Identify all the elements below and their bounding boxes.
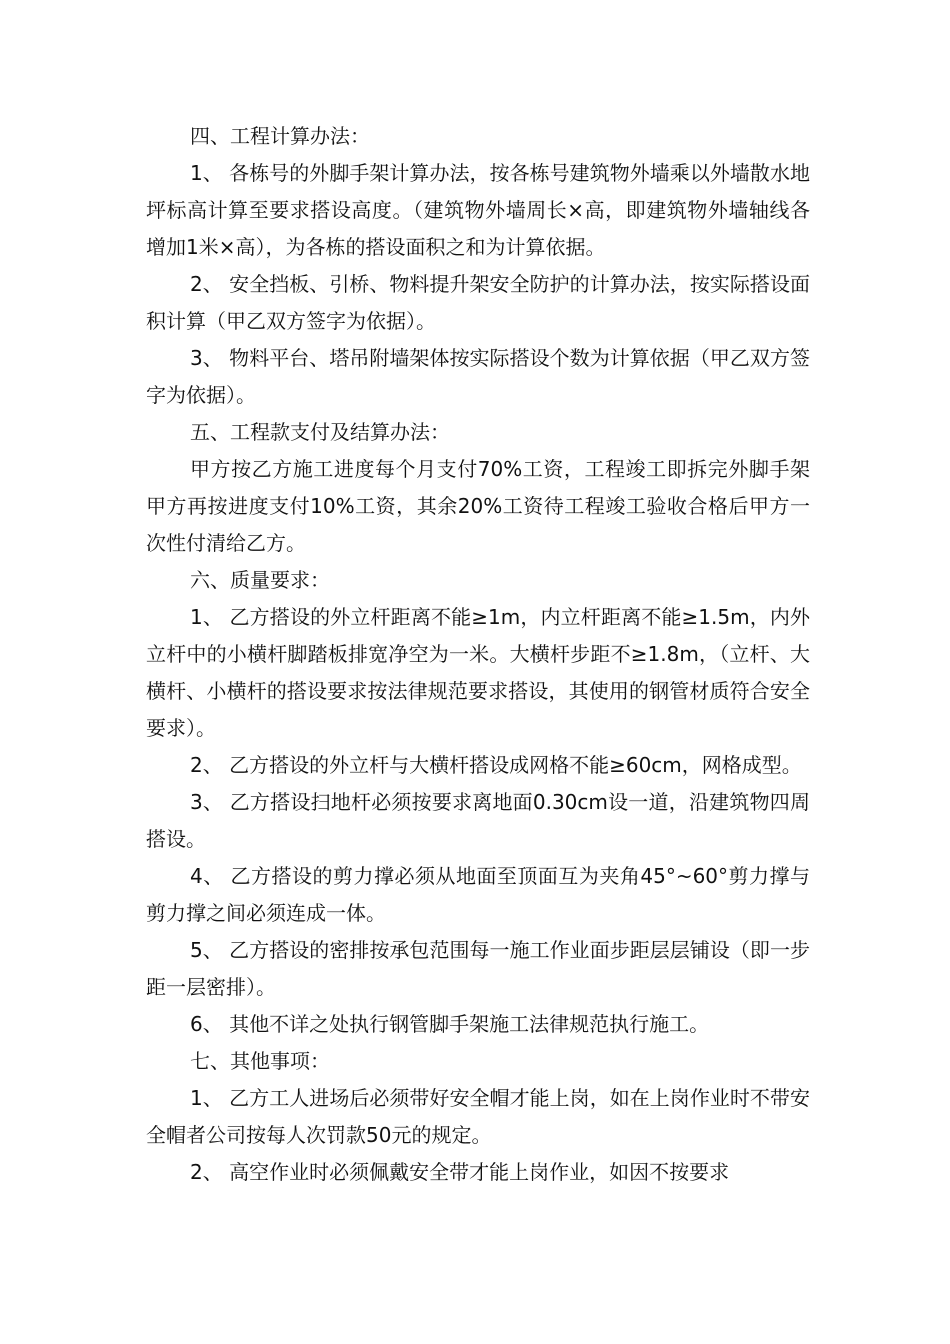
paragraph-calc-item-3: 3、 物料平台、塔吊附墙架体按实际搭设个数为计算依据（甲乙双方签字为依据）。 [146, 346, 810, 407]
section-heading-other: 七、其他事项： [190, 1049, 330, 1073]
paragraph-quality-item-2: 2、 乙方搭设的外立杆与大横杆搭设成网格不能≥60cm，网格成型。 [190, 753, 802, 777]
paragraph-quality-item-4: 4、 乙方搭设的剪力撑必须从地面至顶面互为夹角45°~60°剪力撑与剪力撑之间必须连成一体。 [146, 864, 810, 925]
paragraph-quality-item-6: 6、 其他不详之处执行钢管脚手架施工法律规范执行施工。 [190, 1012, 710, 1036]
paragraph-quality-item-5: 5、 乙方搭设的密排按承包范围每一施工作业面步距层层铺设（即一步距一层密排）。 [146, 938, 810, 999]
section-heading-calculation: 四、工程计算办法： [190, 124, 370, 148]
paragraph-calc-item-1: 1、 各栋号的外脚手架计算办法，按各栋号建筑物外墙乘以外墙散水地坪标高计算至要求搭设高度。（建筑物外墙周长×高，即建筑物外墙轴线各增加1米×高），为各栋的搭设面积之和为计算依据。 [146, 161, 810, 259]
paragraph-other-item-1: 1、 乙方工人进场后必须带好安全帽才能上岗，如在上岗作业时不带安全帽者公司按每人次罚款50元的规定。 [146, 1086, 810, 1147]
paragraph-other-item-2: 2、 高空作业时必须佩戴安全带才能上岗作业，如因不按要求 [190, 1160, 730, 1184]
paragraph-calc-item-2: 2、 安全挡板、引桥、物料提升架安全防护的计算办法，按实际搭设面积计算（甲乙双方签字为依据）。 [146, 272, 810, 333]
paragraph-quality-item-3: 3、 乙方搭设扫地杆必须按要求离地面0.30cm设一道，沿建筑物四周搭设。 [146, 790, 810, 851]
paragraph-payment-terms: 甲方按乙方施工进度每个月支付70%工资，工程竣工即拆完外脚手架甲方再按进度支付10%工资，其余20%工资待工程竣工验收合格后甲方一次性付清给乙方。 [146, 457, 810, 555]
section-heading-quality: 六、质量要求： [190, 568, 330, 592]
paragraph-quality-item-1: 1、 乙方搭设的外立杆距离不能≥1m，内立杆距离不能≥1.5m，内外立杆中的小横杆脚踏板排宽净空为一米。大横杆步距不≥1.8m，（立杆、大横杆、小横杆的搭设要求按法律规范要求搭设，其使用的钢管材质符合安全要求）。 [146, 605, 810, 740]
document-body [146, 118, 810, 1191]
section-heading-payment: 五、工程款支付及结算办法： [190, 420, 450, 444]
